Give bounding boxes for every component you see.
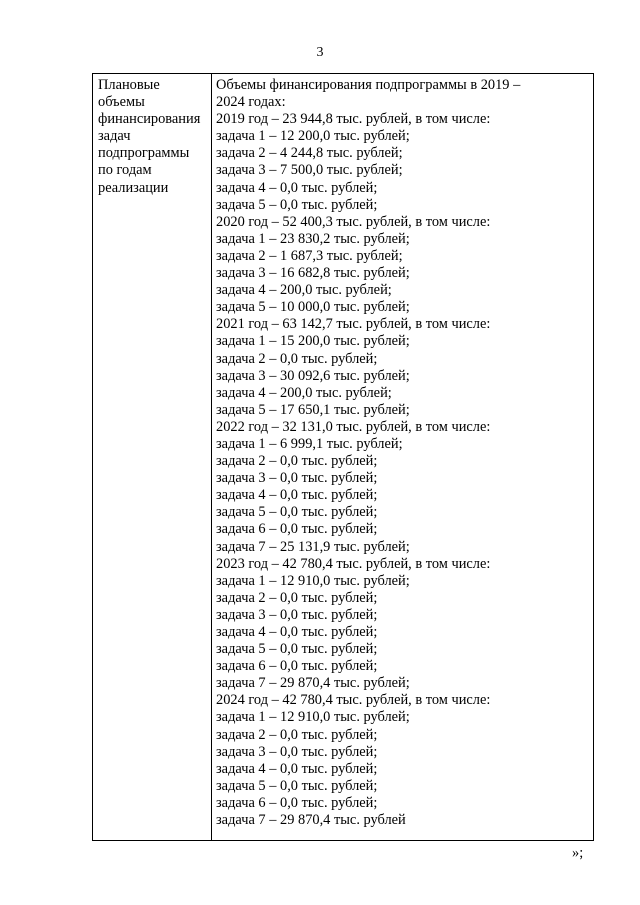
task-line: задача 7 – 29 870,4 тыс. рублей; [216, 675, 410, 692]
task-line: задача 1 – 23 830,2 тыс. рублей; [216, 230, 410, 247]
year-total-line: 2020 год – 52 400,3 тыс. рублей, в том числе: [216, 213, 491, 230]
label-line: по годам [98, 162, 152, 179]
year-total-line: 2024 год – 42 780,4 тыс. рублей, в том числе: [216, 692, 491, 709]
task-line: задача 4 – 0,0 тыс. рублей; [216, 179, 378, 196]
table-label-cell [93, 74, 212, 840]
task-line: задача 5 – 0,0 тыс. рублей; [216, 196, 378, 213]
year-total-line: 2024 годах: [216, 94, 286, 111]
label-line: подпрограммы [98, 145, 190, 162]
year-total-line: 2019 год – 23 944,8 тыс. рублей, в том числе: [216, 111, 491, 128]
task-line: задача 1 – 6 999,1 тыс. рублей; [216, 435, 403, 452]
task-line: задача 5 – 0,0 тыс. рублей; [216, 777, 378, 794]
task-line: задача 4 – 0,0 тыс. рублей; [216, 760, 378, 777]
financing-table [92, 73, 594, 841]
task-line: задача 2 – 0,0 тыс. рублей; [216, 589, 378, 606]
label-line: задач [98, 128, 131, 145]
task-line: задача 1 – 12 910,0 тыс. рублей; [216, 709, 410, 726]
task-line: задача 5 – 17 650,1 тыс. рублей; [216, 401, 410, 418]
task-line: задача 5 – 10 000,0 тыс. рублей; [216, 299, 410, 316]
task-line: задача 3 – 0,0 тыс. рублей; [216, 606, 378, 623]
task-line: задача 2 – 0,0 тыс. рублей; [216, 726, 378, 743]
page-number: 3 [316, 45, 324, 60]
task-line: задача 2 – 4 244,8 тыс. рублей; [216, 145, 403, 162]
task-line: задача 3 – 7 500,0 тыс. рублей; [216, 162, 403, 179]
task-line: задача 2 – 0,0 тыс. рублей; [216, 350, 378, 367]
year-total-line: 2021 год – 63 142,7 тыс. рублей, в том числе: [216, 316, 491, 333]
task-line: задача 1 – 12 910,0 тыс. рублей; [216, 572, 410, 589]
task-line: задача 3 – 16 682,8 тыс. рублей; [216, 265, 410, 282]
label-line: реализации [98, 179, 169, 196]
task-line: задача 6 – 0,0 тыс. рублей; [216, 658, 378, 675]
task-line: задача 1 – 12 200,0 тыс. рублей; [216, 128, 410, 145]
task-line: задача 3 – 30 092,6 тыс. рублей; [216, 367, 410, 384]
task-line: задача 3 – 0,0 тыс. рублей; [216, 470, 378, 487]
year-total-line: 2023 год – 42 780,4 тыс. рублей, в том числе: [216, 555, 491, 572]
label-line: объемы [98, 94, 145, 111]
task-line: задача 4 – 0,0 тыс. рублей; [216, 487, 378, 504]
year-total-line: Объемы финансирования подпрограммы в 2019 – [216, 77, 521, 93]
year-total-line: 2022 год – 32 131,0 тыс. рублей, в том числе: [216, 418, 491, 435]
task-line: задача 4 – 200,0 тыс. рублей; [216, 384, 392, 401]
task-line: задача 7 – 25 131,9 тыс. рублей; [216, 538, 410, 555]
task-line: задача 5 – 0,0 тыс. рублей; [216, 504, 378, 521]
table-content-cell [212, 74, 593, 840]
task-line: задача 3 – 0,0 тыс. рублей; [216, 743, 378, 760]
label-line: Плановые [98, 77, 160, 93]
task-line: задача 7 – 29 870,4 тыс. рублей [216, 812, 406, 829]
task-line: задача 5 – 0,0 тыс. рублей; [216, 641, 378, 658]
label-line: финансирования [98, 111, 201, 128]
task-line: задача 4 – 0,0 тыс. рублей; [216, 624, 378, 640]
task-line: задача 2 – 1 687,3 тыс. рублей; [216, 247, 403, 264]
task-line: задача 6 – 0,0 тыс. рублей; [216, 794, 378, 811]
task-line: задача 6 – 0,0 тыс. рублей; [216, 521, 378, 538]
task-line: задача 4 – 200,0 тыс. рублей; [216, 282, 392, 299]
task-line: задача 2 – 0,0 тыс. рублей; [216, 453, 378, 470]
closing-quote-mark: »; [572, 845, 584, 861]
task-line: задача 1 – 15 200,0 тыс. рублей; [216, 333, 410, 350]
